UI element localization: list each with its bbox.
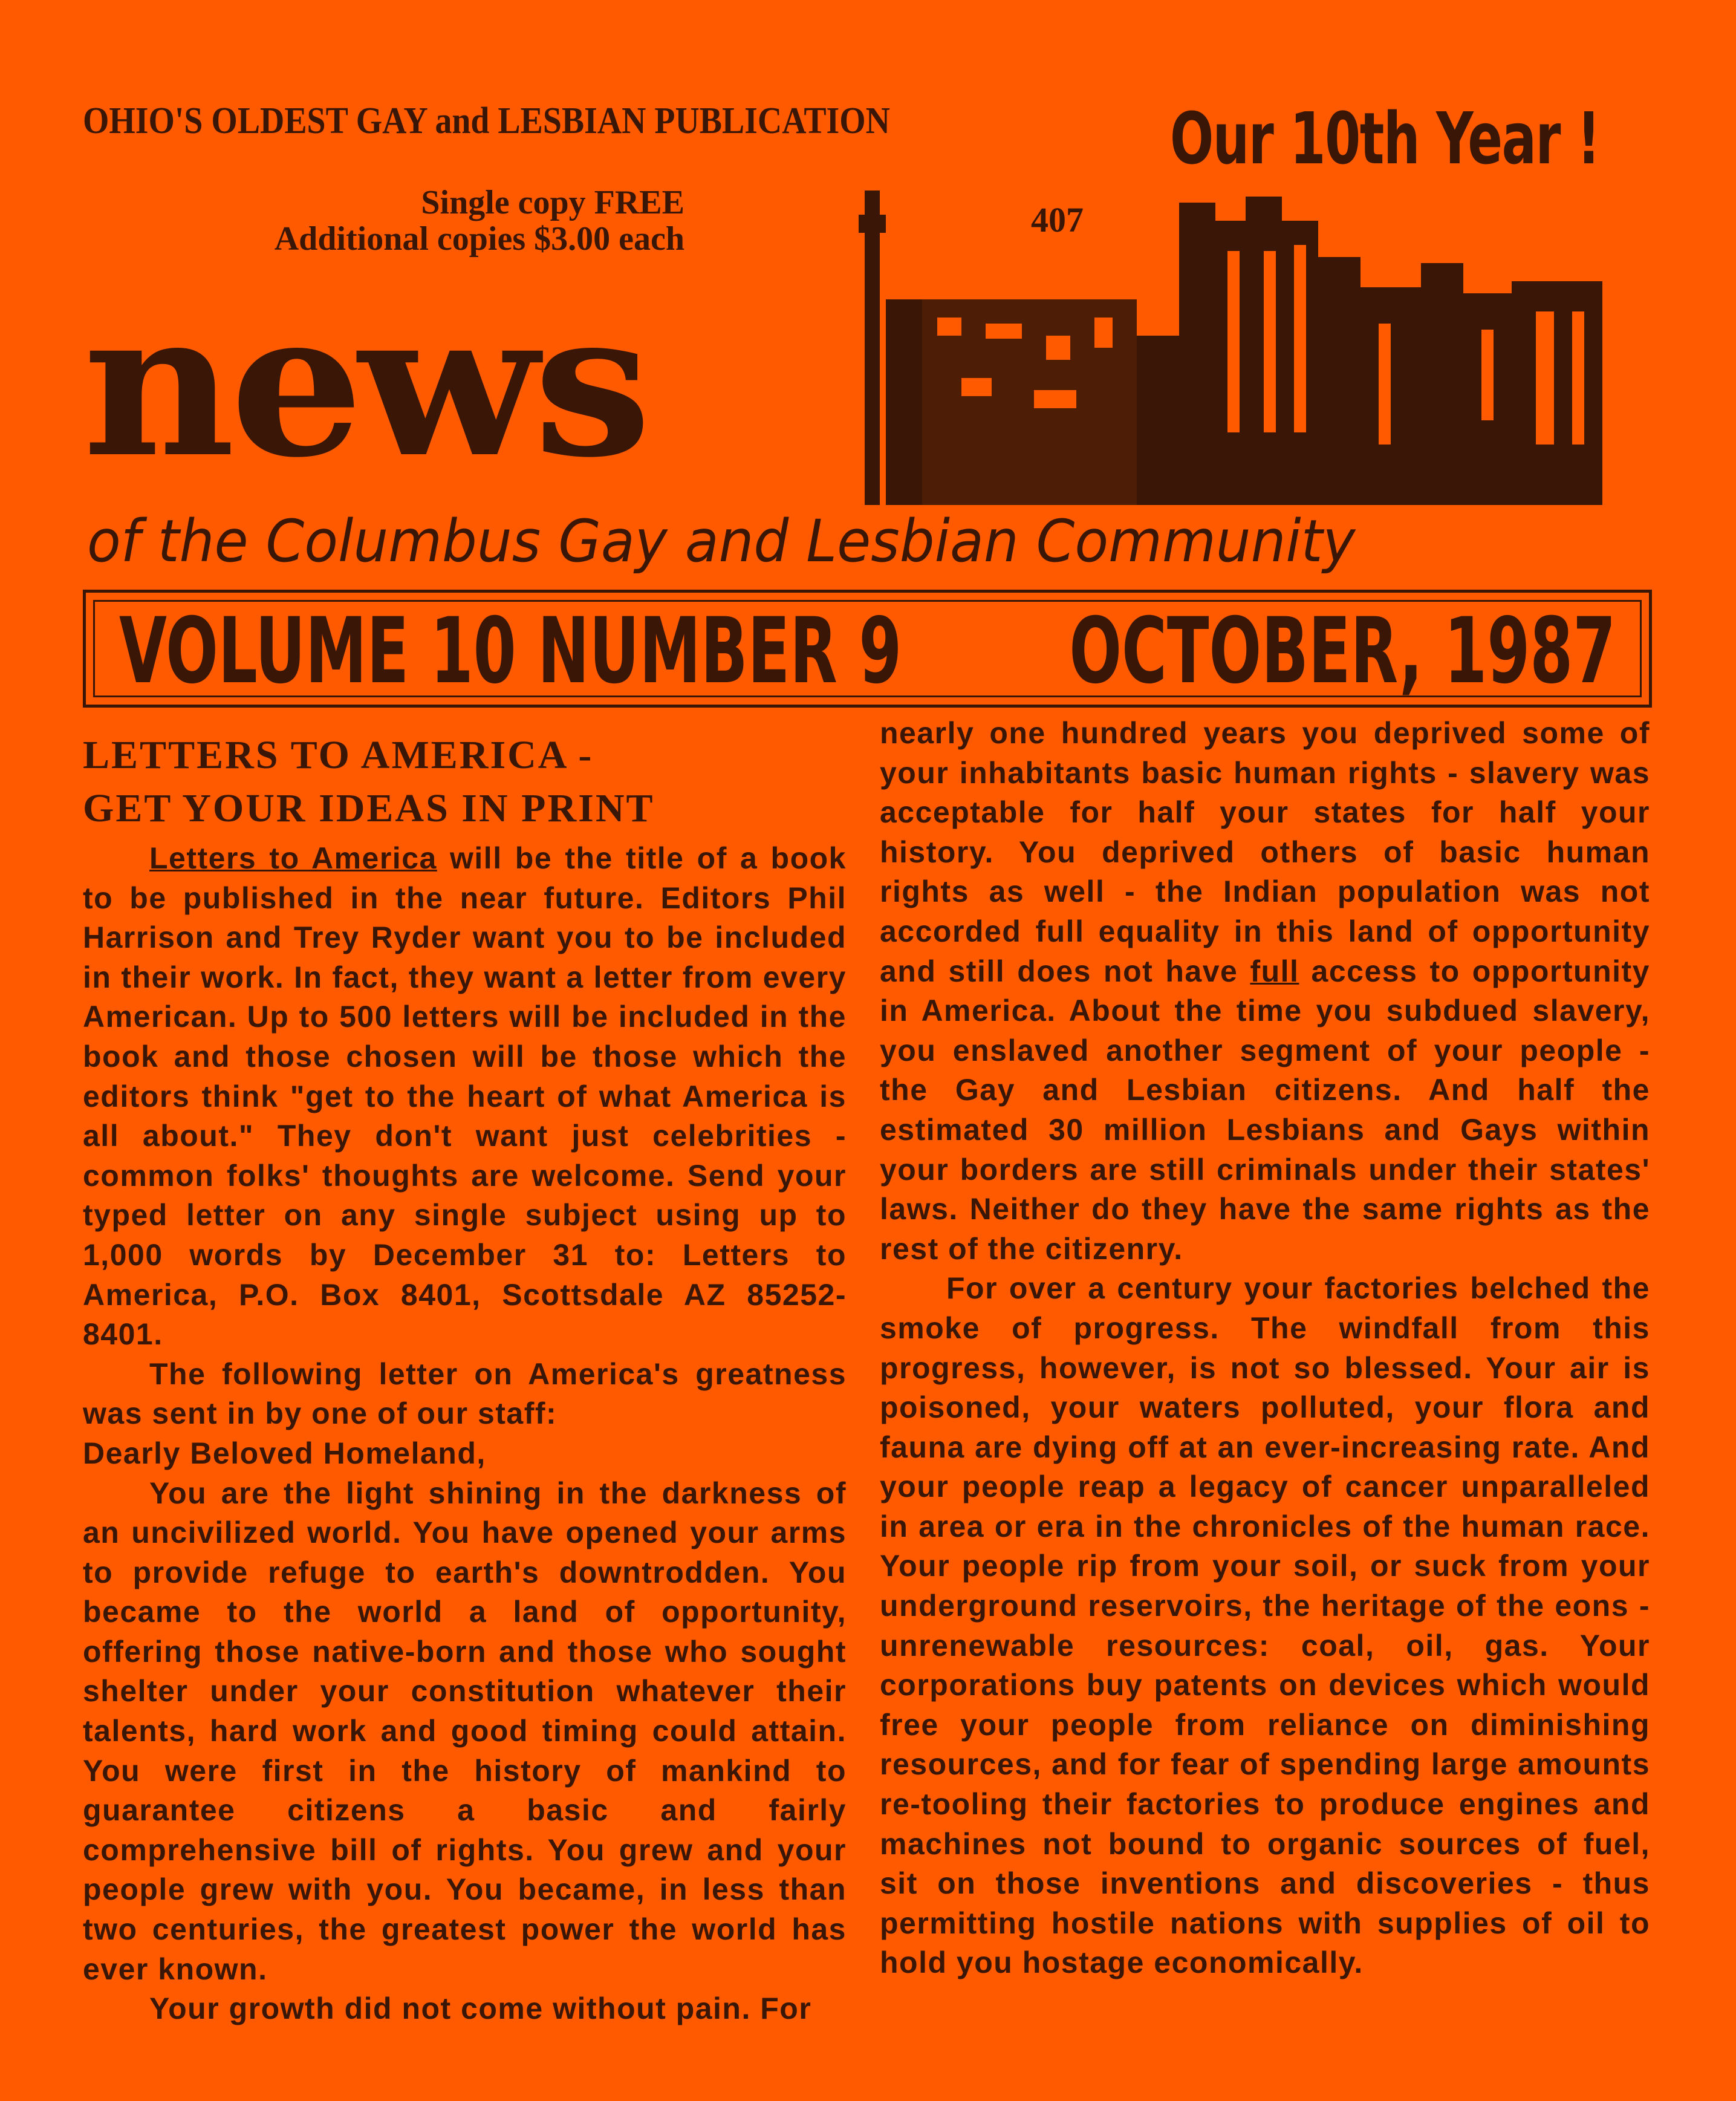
emphasis: full [1250, 954, 1299, 988]
price-info [140, 184, 684, 257]
anniversary-banner: Our 10th Year ! [1170, 97, 1600, 180]
paragraph: The following letter on America's greatness was sent in by one of our staff: [83, 1357, 847, 1431]
paragraph-text: access to opportunity in America. About the time you subdued slavery, you enslaved another segment of your people - the Gay and Lesbian citizens. And half the estimated 30 million Lesbians and Gays within your borders are still criminals under their states' laws. Neither do they have the same rights as the rest of the citizenry. [880, 954, 1650, 1266]
book-title: Letters to America [149, 841, 437, 875]
salutation: Dearly Beloved Homeland, [83, 1436, 486, 1470]
building-number: 407 [1031, 200, 1084, 239]
article-headline [83, 729, 847, 835]
skyline-image [853, 178, 1627, 505]
tagline: OHIO'S OLDEST GAY and LESBIAN PUBLICATION [83, 100, 890, 142]
headline-line-2: GET YOUR IDEAS IN PRINT [83, 786, 655, 830]
headline-line-1: LETTERS TO AMERICA - [83, 733, 594, 777]
issue-date: OCTOBER, 1987 [1069, 599, 1616, 704]
price-additional: Additional copies $3.00 each [274, 220, 684, 258]
paragraph [880, 714, 1650, 1269]
paragraph: You are the light shining in the darkness of an uncivilized world. You have opened your arms to provide refuge to earth's downtrodden. You became to the world a land of opportunity, offering those native-born and those who sought shelter under your constitution whatever their talents, hard work and good timing could attain. You were first in the history of mankind to guarantee citizens a basic and fairly comprehensive bill of rights. You grew and your people grew with you. You became, in less than two centuries, the greatest power the world has ever known. [83, 1476, 847, 1986]
masthead-subtitle: of the Columbus Gay and Lesbian Community [87, 507, 1356, 575]
price-single: Single copy FREE [421, 184, 684, 221]
paragraph: Your growth did not come without pain. For [149, 1992, 812, 2026]
paragraph-text: nearly one hundred years you deprived some of your inhabitants basic human rights - slavery was acceptable for half your states for half your history. You deprived others of basic human rights as well - the Indian population was not accorded full equality in this land of opportunity and still does not have [880, 716, 1650, 988]
article-column-left [83, 729, 847, 2029]
masthead-logo: news [83, 267, 647, 501]
issue-banner [83, 590, 1652, 708]
paragraph: For over a century your factories belched the smoke of progress. The windfall from this progress, however, is not so blessed. Your air is poisoned, your waters polluted, your flora and fauna are dying off at an ever-increasing rate. And your people reap a legacy of cancer unparalleled in area or era in the chronicles of the human race. Your people rip from your soil, or suck from your underground reservoirs, the heritage of the eons - unrenewable resources: coal, oil, gas. Your corporations buy patents on devices which would free your people from reliance on diminishing resources, and for fear of spending large amounts re-tooling their factories to produce engines and machines not bound to organic sources of fuel, sit on those inventions and discoveries - thus permitting hostile nations with supplies of oil to hold you hostage economically. [880, 1271, 1650, 1980]
article-column-right [880, 714, 1650, 1983]
paragraph-text: will be the title of a book to be published in the near future. Editors Phil Harrison and Trey Ryder want you to be included in their work. In fact, they want a letter from every American. Up to 500 letters will be included in the book and those chosen will be those which the editors think "get to the heart of what America is all about." They don't want just celebrities - common folks' thoughts are welcome. Send your typed letter on any single subject using up to 1,000 words by December 31 to: Letters to America, P.O. Box 8401, Scottsdale AZ 85252-8401. [83, 841, 847, 1352]
paragraph [83, 839, 847, 1355]
volume-number: VOLUME 10 NUMBER 9 [119, 599, 902, 704]
